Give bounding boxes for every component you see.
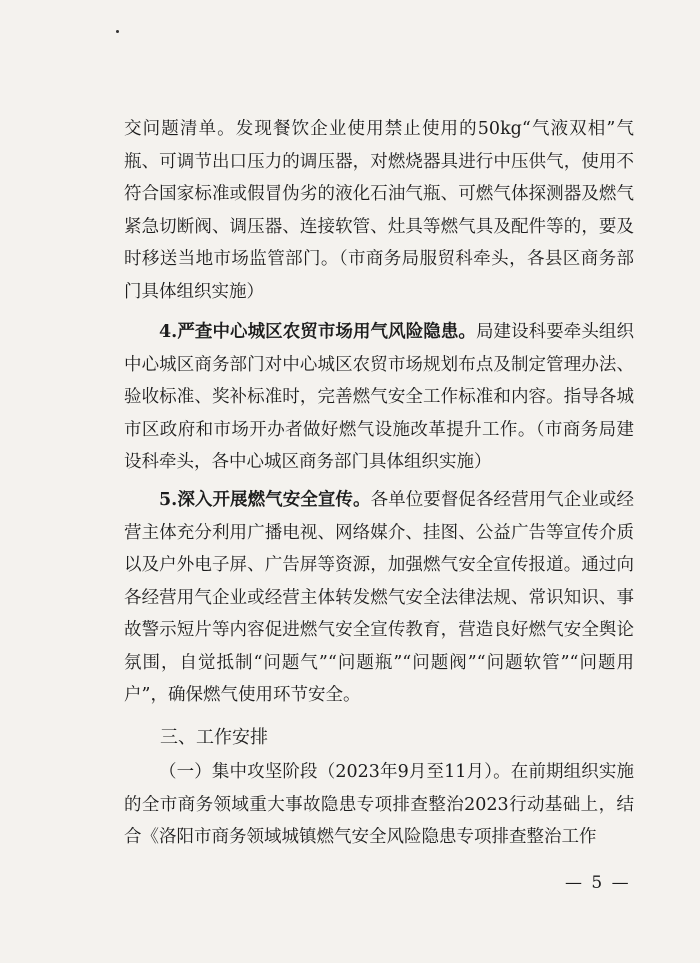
- paragraph-text: 交问题清单。发现餐饮企业使用禁止使用的50kg“气液双相”气瓶、可调节出口压力的调压器，对燃烧器具进行中压供气，使用不符合国家标准或假冒伪劣的液化石油气瓶、可燃气体探测器及燃气紧急切断阀、调压器、连接软管、灶具等燃气具及配件等的，要及时移送当地市场监管部门。（市商务局服贸科牵头，各县区商务部门具体组织实施）: [124, 119, 634, 302]
- item-5-body: 各单位要督促各经营用气企业或经营主体充分利用广播电视、网络媒介、挂图、公益广告等宣传介质以及户外电子屏、广告屏等资源，加强燃气安全宣传报道。通过向各经营用气企业或经营主体转发燃气安全法律法规、常识知识、事故警示短片等内容促进燃气安全宣传教育，营造良好燃气安全舆论氛围，自觉抵制“问题气”“问题瓶”“问题阀”“问题软管”“问题用户”，确保燃气使用环节安全。: [124, 490, 634, 705]
- page-number: — 5 —: [565, 873, 631, 893]
- item-4-body: 局建设科要牵头组织中心城区商务部门对中心城区农贸市场规划布点及制定管理办法、验收标准、奖补标准时，完善燃气安全工作标准和内容。指导各城市区政府和市场开办者做好燃气设施改革提升工作。（市商务局建设科牵头，各中心城区商务部门具体组织实施）: [124, 322, 634, 472]
- item-5-heading: 5.深入开展燃气安全宣传。: [159, 490, 371, 510]
- paragraph-text: （一）集中攻坚阶段（2023年9月至11月）。在前期组织实施的全市商务领域重大事故隐患专项排查整治2023行动基础上，结合《洛阳市商务领域城镇燃气安全风险隐患专项排查整治工作: [124, 762, 634, 847]
- section-heading: 三、工作安排: [160, 727, 268, 748]
- paragraph-list-continuation: [124, 113, 634, 308]
- paragraph-item-4: [124, 316, 634, 479]
- scan-dot: [116, 30, 119, 33]
- paragraph-work-arrangement: [124, 756, 634, 854]
- paragraph-item-5: [124, 484, 634, 712]
- item-4-heading: 4.严查中心城区农贸市场用气风险隐患。: [159, 322, 476, 342]
